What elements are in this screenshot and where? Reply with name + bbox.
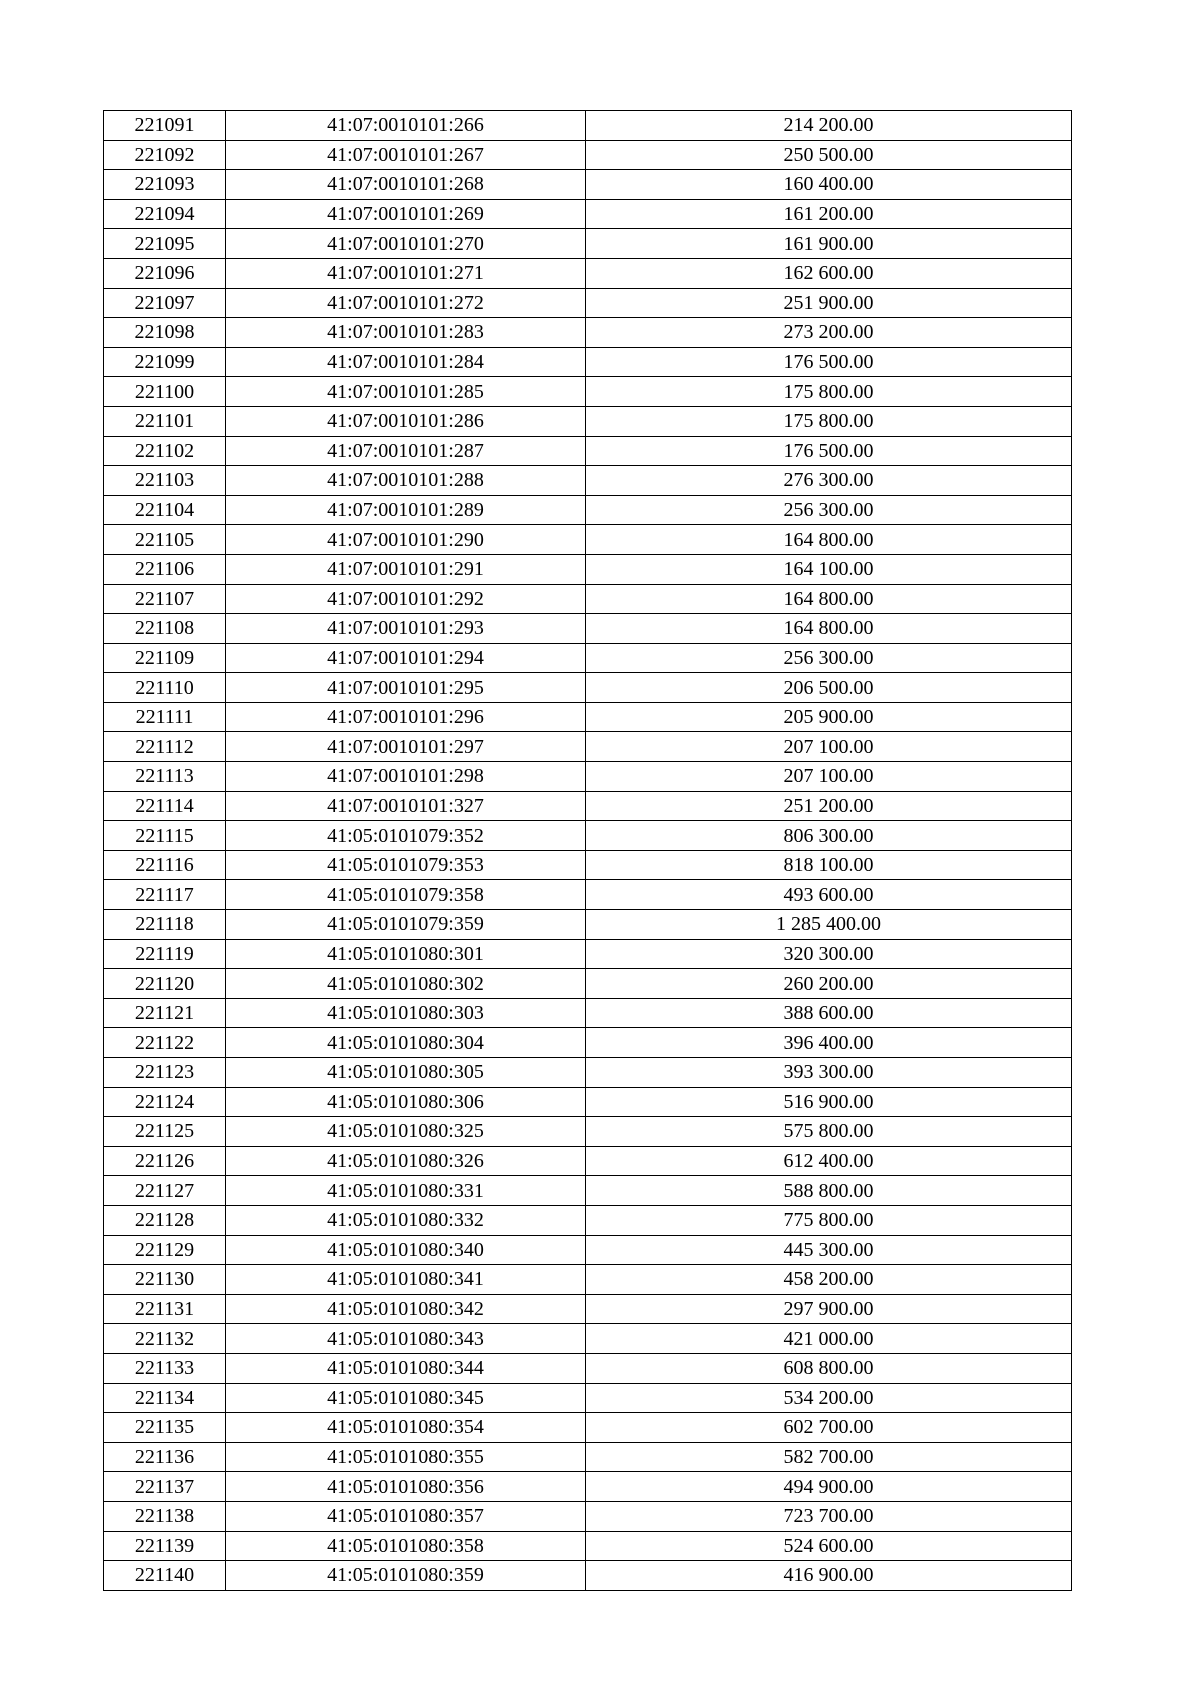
table-row (104, 1353, 1072, 1383)
cadastral-number-cell: 41:07:0010101:294 (226, 643, 586, 673)
cadastral-value-cell: 602 700.00 (586, 1413, 1072, 1443)
table-row (104, 614, 1072, 644)
row-number-cell: 221105 (104, 525, 226, 555)
cadastral-number-cell: 41:05:0101079:352 (226, 821, 586, 851)
cadastral-number-cell: 41:07:0010101:296 (226, 702, 586, 732)
row-number-cell: 221101 (104, 406, 226, 436)
table-row (104, 436, 1072, 466)
row-number-cell: 221119 (104, 939, 226, 969)
cadastral-number-cell: 41:05:0101080:340 (226, 1235, 586, 1265)
cadastral-number-cell: 41:07:0010101:289 (226, 495, 586, 525)
table-row (104, 199, 1072, 229)
cadastral-value-cell: 160 400.00 (586, 170, 1072, 200)
cadastral-number-cell: 41:05:0101080:331 (226, 1176, 586, 1206)
cadastral-number-cell: 41:07:0010101:327 (226, 791, 586, 821)
cadastral-number-cell: 41:05:0101080:356 (226, 1472, 586, 1502)
cadastral-value-cell: 276 300.00 (586, 466, 1072, 496)
cadastral-value-cell: 493 600.00 (586, 880, 1072, 910)
cadastral-number-cell: 41:07:0010101:292 (226, 584, 586, 614)
row-number-cell: 221128 (104, 1205, 226, 1235)
cadastral-number-cell: 41:07:0010101:293 (226, 614, 586, 644)
row-number-cell: 221120 (104, 969, 226, 999)
cadastral-value-cell: 494 900.00 (586, 1472, 1072, 1502)
row-number-cell: 221113 (104, 762, 226, 792)
cadastral-number-cell: 41:05:0101080:306 (226, 1087, 586, 1117)
row-number-cell: 221091 (104, 111, 226, 141)
row-number-cell: 221106 (104, 554, 226, 584)
row-number-cell: 221131 (104, 1294, 226, 1324)
row-number-cell: 221099 (104, 347, 226, 377)
cadastral-number-cell: 41:07:0010101:298 (226, 762, 586, 792)
table-body (104, 111, 1072, 1591)
cadastral-value-cell: 251 900.00 (586, 288, 1072, 318)
table-row (104, 910, 1072, 940)
table-row (104, 377, 1072, 407)
table-row (104, 1472, 1072, 1502)
cadastral-value-cell: 575 800.00 (586, 1117, 1072, 1147)
table-row (104, 318, 1072, 348)
cadastral-number-cell: 41:05:0101080:354 (226, 1413, 586, 1443)
row-number-cell: 221132 (104, 1324, 226, 1354)
cadastral-value-cell: 516 900.00 (586, 1087, 1072, 1117)
table-row (104, 969, 1072, 999)
table-row (104, 1442, 1072, 1472)
cadastral-value-table (103, 110, 1072, 1591)
cadastral-number-cell: 41:05:0101080:341 (226, 1265, 586, 1295)
table-row (104, 347, 1072, 377)
table-row (104, 791, 1072, 821)
row-number-cell: 221097 (104, 288, 226, 318)
cadastral-number-cell: 41:05:0101080:303 (226, 998, 586, 1028)
table-row (104, 850, 1072, 880)
row-number-cell: 221114 (104, 791, 226, 821)
row-number-cell: 221123 (104, 1058, 226, 1088)
cadastral-number-cell: 41:05:0101080:304 (226, 1028, 586, 1058)
table-row (104, 762, 1072, 792)
cadastral-number-cell: 41:07:0010101:285 (226, 377, 586, 407)
cadastral-number-cell: 41:07:0010101:267 (226, 140, 586, 170)
row-number-cell: 221129 (104, 1235, 226, 1265)
cadastral-value-cell: 207 100.00 (586, 762, 1072, 792)
cadastral-number-cell: 41:07:0010101:270 (226, 229, 586, 259)
cadastral-number-cell: 41:07:0010101:291 (226, 554, 586, 584)
row-number-cell: 221139 (104, 1531, 226, 1561)
cadastral-number-cell: 41:05:0101080:325 (226, 1117, 586, 1147)
cadastral-number-cell: 41:07:0010101:283 (226, 318, 586, 348)
row-number-cell: 221092 (104, 140, 226, 170)
cadastral-number-cell: 41:05:0101080:343 (226, 1324, 586, 1354)
row-number-cell: 221126 (104, 1146, 226, 1176)
table-row (104, 673, 1072, 703)
table-row (104, 998, 1072, 1028)
table-row (104, 525, 1072, 555)
cadastral-value-cell: 164 800.00 (586, 584, 1072, 614)
cadastral-value-cell: 205 900.00 (586, 702, 1072, 732)
cadastral-value-cell: 806 300.00 (586, 821, 1072, 851)
row-number-cell: 221100 (104, 377, 226, 407)
table-row (104, 406, 1072, 436)
table-row (104, 1117, 1072, 1147)
table-row (104, 1561, 1072, 1591)
cadastral-number-cell: 41:07:0010101:287 (226, 436, 586, 466)
cadastral-number-cell: 41:07:0010101:272 (226, 288, 586, 318)
table-row (104, 1265, 1072, 1295)
table-row (104, 140, 1072, 170)
row-number-cell: 221093 (104, 170, 226, 200)
table-row (104, 1235, 1072, 1265)
row-number-cell: 221108 (104, 614, 226, 644)
row-number-cell: 221110 (104, 673, 226, 703)
cadastral-value-cell: 320 300.00 (586, 939, 1072, 969)
cadastral-number-cell: 41:05:0101080:326 (226, 1146, 586, 1176)
cadastral-value-cell: 176 500.00 (586, 436, 1072, 466)
cadastral-value-cell: 775 800.00 (586, 1205, 1072, 1235)
cadastral-number-cell: 41:05:0101080:332 (226, 1205, 586, 1235)
row-number-cell: 221138 (104, 1501, 226, 1531)
cadastral-value-cell: 458 200.00 (586, 1265, 1072, 1295)
table-row (104, 732, 1072, 762)
cadastral-value-cell: 162 600.00 (586, 258, 1072, 288)
cadastral-value-cell: 524 600.00 (586, 1531, 1072, 1561)
cadastral-number-cell: 41:07:0010101:266 (226, 111, 586, 141)
row-number-cell: 221094 (104, 199, 226, 229)
table-row (104, 111, 1072, 141)
row-number-cell: 221133 (104, 1353, 226, 1383)
table-row (104, 821, 1072, 851)
row-number-cell: 221118 (104, 910, 226, 940)
cadastral-value-cell: 445 300.00 (586, 1235, 1072, 1265)
cadastral-number-cell: 41:07:0010101:286 (226, 406, 586, 436)
table-row (104, 1531, 1072, 1561)
row-number-cell: 221134 (104, 1383, 226, 1413)
cadastral-value-cell: 164 100.00 (586, 554, 1072, 584)
table-row (104, 1413, 1072, 1443)
cadastral-value-cell: 250 500.00 (586, 140, 1072, 170)
cadastral-value-cell: 260 200.00 (586, 969, 1072, 999)
cadastral-value-cell: 161 200.00 (586, 199, 1072, 229)
cadastral-value-cell: 393 300.00 (586, 1058, 1072, 1088)
cadastral-value-cell: 214 200.00 (586, 111, 1072, 141)
cadastral-value-cell: 588 800.00 (586, 1176, 1072, 1206)
cadastral-number-cell: 41:05:0101079:353 (226, 850, 586, 880)
cadastral-value-cell: 612 400.00 (586, 1146, 1072, 1176)
cadastral-number-cell: 41:05:0101079:359 (226, 910, 586, 940)
row-number-cell: 221102 (104, 436, 226, 466)
row-number-cell: 221121 (104, 998, 226, 1028)
cadastral-number-cell: 41:07:0010101:268 (226, 170, 586, 200)
cadastral-value-cell: 723 700.00 (586, 1501, 1072, 1531)
cadastral-number-cell: 41:05:0101080:355 (226, 1442, 586, 1472)
cadastral-value-cell: 608 800.00 (586, 1353, 1072, 1383)
cadastral-number-cell: 41:05:0101080:359 (226, 1561, 586, 1591)
row-number-cell: 221112 (104, 732, 226, 762)
cadastral-value-cell: 256 300.00 (586, 495, 1072, 525)
cadastral-number-cell: 41:07:0010101:295 (226, 673, 586, 703)
cadastral-value-cell: 396 400.00 (586, 1028, 1072, 1058)
cadastral-value-cell: 251 200.00 (586, 791, 1072, 821)
row-number-cell: 221135 (104, 1413, 226, 1443)
table-row (104, 466, 1072, 496)
cadastral-value-cell: 421 000.00 (586, 1324, 1072, 1354)
cadastral-number-cell: 41:05:0101080:344 (226, 1353, 586, 1383)
table-row (104, 643, 1072, 673)
table-row (104, 229, 1072, 259)
cadastral-number-cell: 41:07:0010101:271 (226, 258, 586, 288)
row-number-cell: 221136 (104, 1442, 226, 1472)
table-row (104, 1501, 1072, 1531)
cadastral-number-cell: 41:05:0101080:345 (226, 1383, 586, 1413)
row-number-cell: 221117 (104, 880, 226, 910)
row-number-cell: 221127 (104, 1176, 226, 1206)
row-number-cell: 221124 (104, 1087, 226, 1117)
table-row (104, 880, 1072, 910)
cadastral-value-cell: 818 100.00 (586, 850, 1072, 880)
row-number-cell: 221104 (104, 495, 226, 525)
row-number-cell: 221115 (104, 821, 226, 851)
cadastral-value-cell: 161 900.00 (586, 229, 1072, 259)
cadastral-value-cell: 164 800.00 (586, 614, 1072, 644)
table-row (104, 702, 1072, 732)
cadastral-number-cell: 41:05:0101080:357 (226, 1501, 586, 1531)
table-row (104, 288, 1072, 318)
table-row (104, 1383, 1072, 1413)
cadastral-value-cell: 206 500.00 (586, 673, 1072, 703)
table-row (104, 939, 1072, 969)
cadastral-value-cell: 175 800.00 (586, 406, 1072, 436)
cadastral-value-cell: 1 285 400.00 (586, 910, 1072, 940)
row-number-cell: 221103 (104, 466, 226, 496)
cadastral-value-cell: 388 600.00 (586, 998, 1072, 1028)
cadastral-number-cell: 41:05:0101080:301 (226, 939, 586, 969)
row-number-cell: 221107 (104, 584, 226, 614)
table-row (104, 1028, 1072, 1058)
table-row (104, 1087, 1072, 1117)
cadastral-value-cell: 176 500.00 (586, 347, 1072, 377)
cadastral-number-cell: 41:07:0010101:290 (226, 525, 586, 555)
cadastral-number-cell: 41:07:0010101:284 (226, 347, 586, 377)
cadastral-number-cell: 41:07:0010101:269 (226, 199, 586, 229)
table-row (104, 170, 1072, 200)
table-row (104, 1176, 1072, 1206)
row-number-cell: 221125 (104, 1117, 226, 1147)
row-number-cell: 221098 (104, 318, 226, 348)
table-row (104, 1146, 1072, 1176)
row-number-cell: 221122 (104, 1028, 226, 1058)
row-number-cell: 221109 (104, 643, 226, 673)
table-row (104, 554, 1072, 584)
cadastral-value-cell: 534 200.00 (586, 1383, 1072, 1413)
cadastral-number-cell: 41:07:0010101:297 (226, 732, 586, 762)
row-number-cell: 221096 (104, 258, 226, 288)
cadastral-value-cell: 273 200.00 (586, 318, 1072, 348)
cadastral-value-cell: 256 300.00 (586, 643, 1072, 673)
row-number-cell: 221095 (104, 229, 226, 259)
cadastral-value-cell: 416 900.00 (586, 1561, 1072, 1591)
table-row (104, 258, 1072, 288)
cadastral-number-cell: 41:05:0101080:302 (226, 969, 586, 999)
table-row (104, 1058, 1072, 1088)
cadastral-value-cell: 207 100.00 (586, 732, 1072, 762)
table-row (104, 1324, 1072, 1354)
row-number-cell: 221130 (104, 1265, 226, 1295)
table-row (104, 1294, 1072, 1324)
table-row (104, 495, 1072, 525)
cadastral-number-cell: 41:05:0101080:358 (226, 1531, 586, 1561)
cadastral-value-cell: 175 800.00 (586, 377, 1072, 407)
table-row (104, 1205, 1072, 1235)
cadastral-number-cell: 41:05:0101080:305 (226, 1058, 586, 1088)
row-number-cell: 221111 (104, 702, 226, 732)
cadastral-value-cell: 297 900.00 (586, 1294, 1072, 1324)
table-row (104, 584, 1072, 614)
row-number-cell: 221140 (104, 1561, 226, 1591)
cadastral-number-cell: 41:07:0010101:288 (226, 466, 586, 496)
cadastral-number-cell: 41:05:0101079:358 (226, 880, 586, 910)
cadastral-value-cell: 164 800.00 (586, 525, 1072, 555)
row-number-cell: 221116 (104, 850, 226, 880)
cadastral-number-cell: 41:05:0101080:342 (226, 1294, 586, 1324)
cadastral-value-cell: 582 700.00 (586, 1442, 1072, 1472)
row-number-cell: 221137 (104, 1472, 226, 1502)
